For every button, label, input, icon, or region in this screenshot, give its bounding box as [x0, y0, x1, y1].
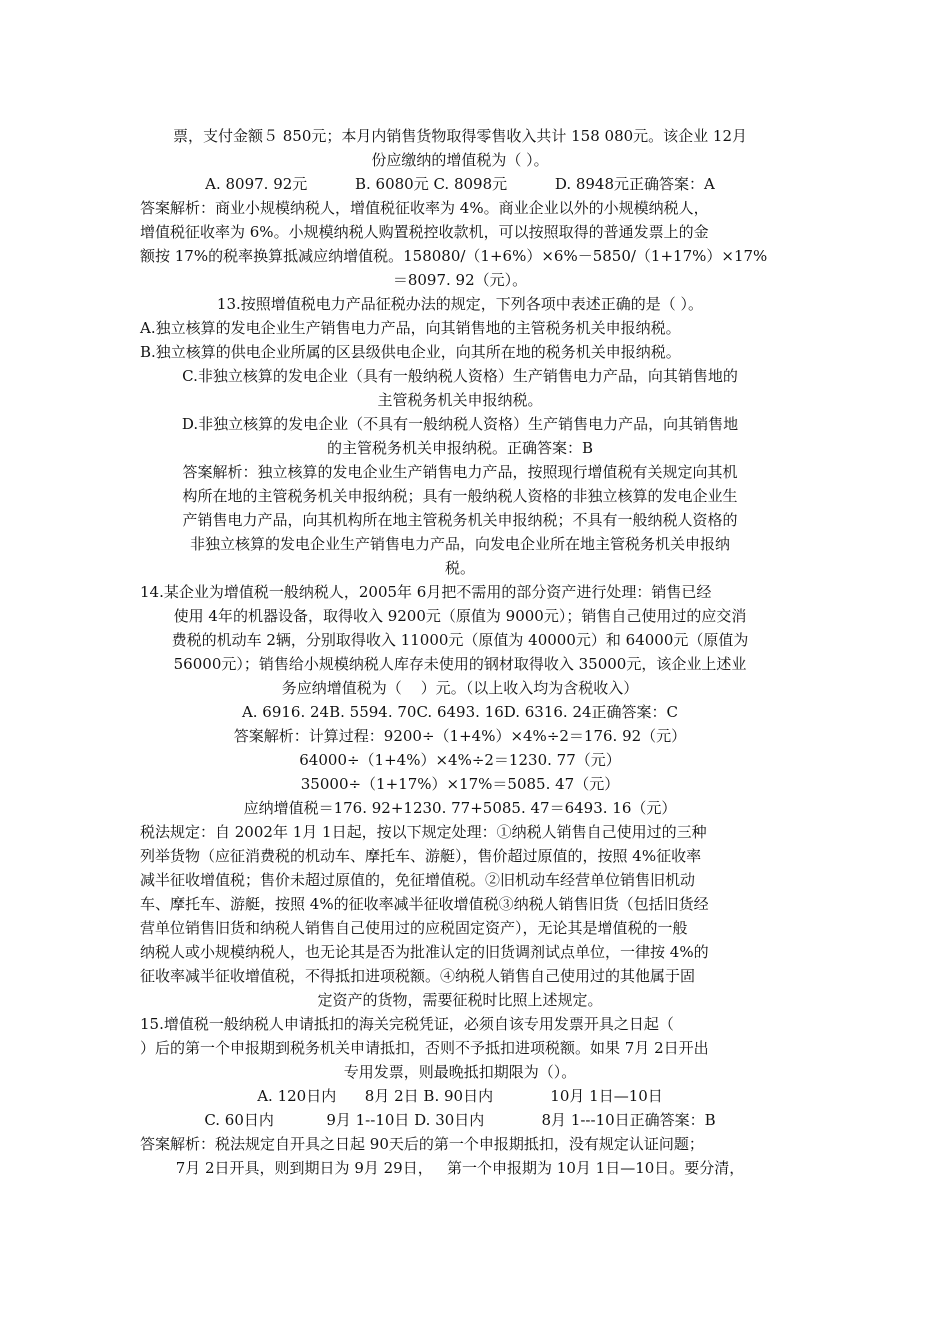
text-line: C.非独立核算的发电企业（具有一般纳税人资格）生产销售电力产品，向其销售地的: [182, 367, 738, 385]
document-page: [140, 124, 780, 1180]
text-line: 15.增值税一般纳税人申请抵扣的海关完税凭证，必须自该专用发票开具之日起（: [140, 1015, 674, 1033]
text-line: 纳税人或小规模纳税人，也无论其是否为批准认定的旧货调剂试点单位，一律按 4%的: [140, 943, 709, 961]
text-line: 56000元）；销售给小规模纳税人库存未使用的钢材取得收入 35000元，该企业上述业: [173, 655, 747, 673]
text-line: 答案解析：税法规定自开具之日起 90天后的第一个申报期抵扣，没有规定认证问题；: [140, 1135, 704, 1153]
text-line: 7月 2日开具，则到期日为 9月 29日， 第一个申报期为 10月 1日—10日。要分清，: [175, 1159, 745, 1177]
text-line: 13.按照增值税电力产品征税办法的规定，下列各项中表述正确的是（ ）。: [216, 295, 704, 313]
text-line: ＝8097. 92（元）。: [392, 271, 528, 289]
text-line: 税。: [444, 559, 475, 577]
text-line: 额按 17%的税率换算抵减应纳增值税。158080/（1+6%）×6%－5850/（1+17%）×17%: [140, 247, 768, 265]
text-line: 增值税征收率为 6%。小规模纳税人购置税控收款机，可以按照取得的普通发票上的金: [140, 223, 709, 241]
text-line: 专用发票，则最晚抵扣期限为（）。: [343, 1063, 577, 1081]
text-line: D.非独立核算的发电企业（不具有一般纳税人资格）生产销售电力产品，向其销售地: [181, 415, 739, 433]
text-line: 64000÷（1+4%）×4%÷2＝1230. 77（元）: [299, 751, 621, 769]
text-line: 票，支付金额５ 850元；本月内销售货物取得零售收入共计 158 080元。该企业 12月: [172, 127, 748, 145]
text-line: 答案解析：计算过程：9200÷（1+4%）×4%÷2＝176. 92（元）: [233, 727, 687, 745]
text-line: 征收率减半征收增值税，不得抵扣进项税额。④纳税人销售自己使用过的其他属于固: [140, 967, 696, 985]
text-line: 务应纳增值税为（ ）元。（以上收入均为含税收入）: [281, 679, 639, 697]
text-line: 营单位销售旧货和纳税人销售自己使用过的应税固定资产），无论其是增值税的一般: [140, 919, 688, 937]
text-line: 产销售电力产品，向其机构所在地主管税务机关申报纳税；不具有一般纳税人资格的: [182, 511, 738, 529]
text-line: 税法规定：自 2002年 1月 1日起，按以下规定处理：①纳税人销售自己使用过的三种: [140, 823, 707, 841]
text-line: 定资产的货物，需要征税时比照上述规定。: [317, 991, 603, 1009]
text-line: A. 120日内 8月 2日 B. 90日内 10月 1日—10日: [257, 1087, 663, 1105]
text-line: 构所在地的主管税务机关申报纳税；具有一般纳税人资格的非独立核算的发电企业生: [182, 487, 738, 505]
text-line: 份应缴纳的增值税为（ ）。: [371, 151, 549, 169]
text-line: 35000÷（1+17%）×17%＝5085. 47（元）: [300, 775, 620, 793]
text-line: A. 8097. 92元 B. 6080元 C. 8098元 D. 8948元正确答案：A: [205, 175, 715, 193]
text-line: 应纳增值税＝176. 92+1230. 77+5085. 47＝6493. 16（元）: [243, 799, 677, 817]
text-line: 车、摩托车、游艇，按照 4%的征收率减半征收增值税③纳税人销售旧货（包括旧货经: [140, 895, 709, 913]
text-line: 列举货物（应征消费税的机动车、摩托车、游艇），售价超过原值的，按照 4%征收率: [140, 847, 702, 865]
text-line: 主管税务机关申报纳税。: [377, 391, 543, 409]
text-line: ）后的第一个申报期到税务机关申请抵扣，否则不予抵扣进项税额。如果 7月 2日开出: [140, 1039, 709, 1057]
text-line: 减半征收增值税；售价未超过原值的，免征增值税。②旧机动车经营单位销售旧机动: [140, 871, 696, 889]
text-line: 14.某企业为增值税一般纳税人，2005年 6月把不需用的部分资产进行处理：销售已经: [140, 583, 712, 601]
text-line: 的主管税务机关申报纳税。正确答案：B: [326, 439, 594, 457]
text-line: 答案解析：独立核算的发电企业生产销售电力产品，按照现行增值税有关规定向其机: [182, 463, 738, 481]
text-line: C. 60日内 9月 1--10日 D. 30日内 8月 1---10日正确答案：B: [204, 1111, 716, 1129]
text-line: B.独立核算的供电企业所属的区县级供电企业，向其所在地的税务机关申报纳税。: [140, 343, 681, 361]
text-line: 使用 4年的机器设备，取得收入 9200元（原值为 9000元）；销售自己使用过的应交消: [173, 607, 747, 625]
text-line: A.独立核算的发电企业生产销售电力产品，向其销售地的主管税务机关申报纳税。: [140, 319, 681, 337]
text-line: 非独立核算的发电企业生产销售电力产品，向发电企业所在地主管税务机关申报纳: [189, 535, 730, 553]
text-line: 费税的机动车 2辆，分别取得收入 11000元（原值为 40000元）和 64000元（原值为: [171, 631, 749, 649]
text-line: 答案解析：商业小规模纳税人，增值税征收率为 4%。商业企业以外的小规模纳税人，: [140, 199, 709, 217]
text-line: A. 6916. 24B. 5594. 70C. 6493. 16D. 6316. 24正确答案：C: [241, 703, 679, 721]
